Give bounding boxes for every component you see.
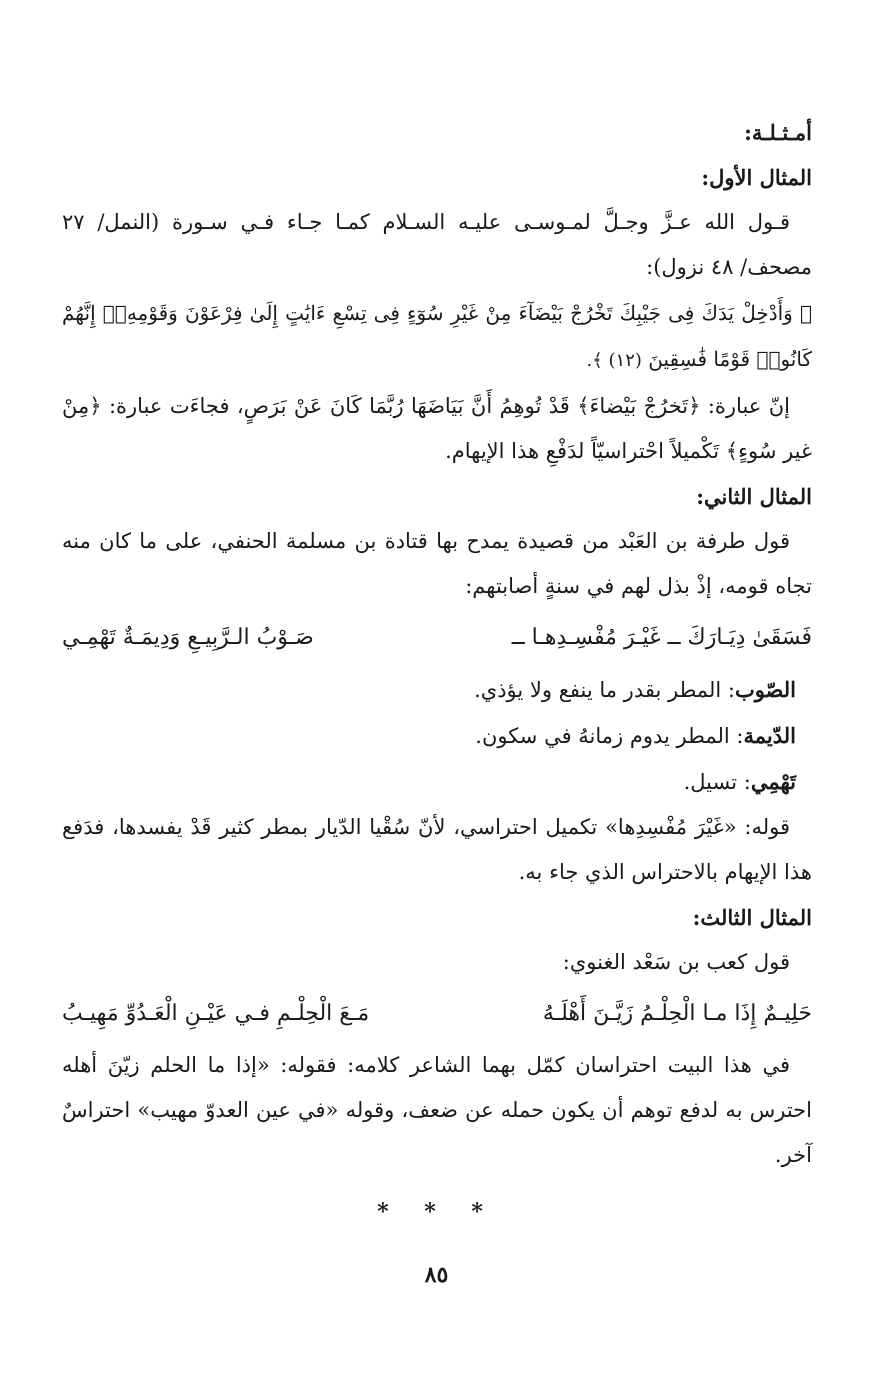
examples-heading: أمـثـلـة: [744,120,812,145]
gloss-term: الدّيمة [743,723,796,748]
gloss-definition: : المطر يدوم زمانهُ في سكون. [475,724,744,748]
poem-second-hemistich: مَـعَ الْحِلْـمِ فـي عَيْـنِ الْعَـدُوِّ مَهِيـبُ [62,1001,370,1026]
gloss-term: تَهْمِي [750,769,796,794]
gloss-definition: : تسيل. [683,770,751,794]
second-example-explanation: قوله: «غَيْرَ مُفْسِدِها» تكميل احتراسي، لأنّ سُقْيا الدّيار بمطر كثير قَدْ يفسدها، فدَفع هذا الإيهام بالاحتراس الذي جاء به. [62,815,812,884]
poem-first-hemistich: حَلِيـمٌ إِذَا مـا الْحِلْـمُ زَيَّـنَ أَهْلَـهُ [542,1001,812,1026]
poem-verse-kaab [62,991,812,1037]
first-example-heading: المثال الأول: [701,165,812,190]
first-example-intro: قـول الله عـزَّ وجـلَّ لمـوسـى عليـه السـلام كمـا جـاء فـي سـورة (النمل/ ٢٧ مصحف/ ٤٨ نزول): [62,210,812,279]
second-example-intro: قول طرفة بن العَبْد من قصيدة يمدح بها قتادة بن مسلمة الحنفي، على ما كان منه تجاه قومه، إذْ بذل لهم في سنةٍ أصابتهم: [62,529,812,598]
gloss-definition: : المطر بقدر ما ينفع ولا يؤذي. [474,678,735,702]
page-number: ٨٥ [424,1262,449,1288]
page-body [62,110,812,1235]
gloss-item [62,667,812,713]
poem-first-hemistich: فَسَقَىٰ دِيَـارَكَ ــ غَيْـرَ مُفْسِـدِهـا ــ [511,625,812,650]
third-example-heading: المثال الثالث: [692,905,812,930]
poem-second-hemistich: صَـوْبُ الـرَّبِيـعِ وَدِيمَـةٌ تَهْمِـي [62,625,314,650]
gloss-term: الصّوب [734,677,796,702]
quran-verse [62,290,812,384]
poem-verse-tarafa [62,615,812,661]
gloss-item [62,713,812,759]
third-example-explanation: في هذا البيت احتراسان كمّل بهما الشاعر كلامه: فقوله: «إذا ما الحلم زيّنَ أهله احترس به لدفع توهم أن يكون حمله عن ضعف، وقوله «في عين العدوّ مهيب» احتراسٌ آخر. [62,1053,812,1167]
section-separator: * * * [377,1199,497,1225]
first-example-explanation: إنّ عبارة: ﴿تَخرُجْ بَيْضاءَ﴾ قَدْ تُوهِمُ أَنَّ بَيَاضَهَا رُبَّمَا كَانَ عَنْ بَرَصٍ، فجاءَت عبارة: ﴿مِنْ غير سُوءٍ﴾ تَكْميلاً احْتراسيّاً لدَفْعِ هذا الإيهام. [62,394,812,463]
second-example-heading: المثال الثاني: [696,484,812,509]
gloss-item [62,759,812,805]
quran-verse-text: ﴿ وَأَدْخِلْ يَدَكَ فِى جَيْبِكَ تَخْرُجْ بَيْضَآءَ مِنْ غَيْرِ سُوٓءٍ فِى تِسْعِ ءَايَٰتٍ إِلَىٰ فِرْعَوْنَ وَقَوْمِهِۦٓ إِنَّهُمْ كَانُوا۟ قَوْمًا فَٰسِقِينَ [62,301,812,371]
third-example-intro: قول كعب بن سَعْد الغنوي: [562,950,790,974]
quran-verse-end: (١٢) ﴾. [586,350,642,371]
